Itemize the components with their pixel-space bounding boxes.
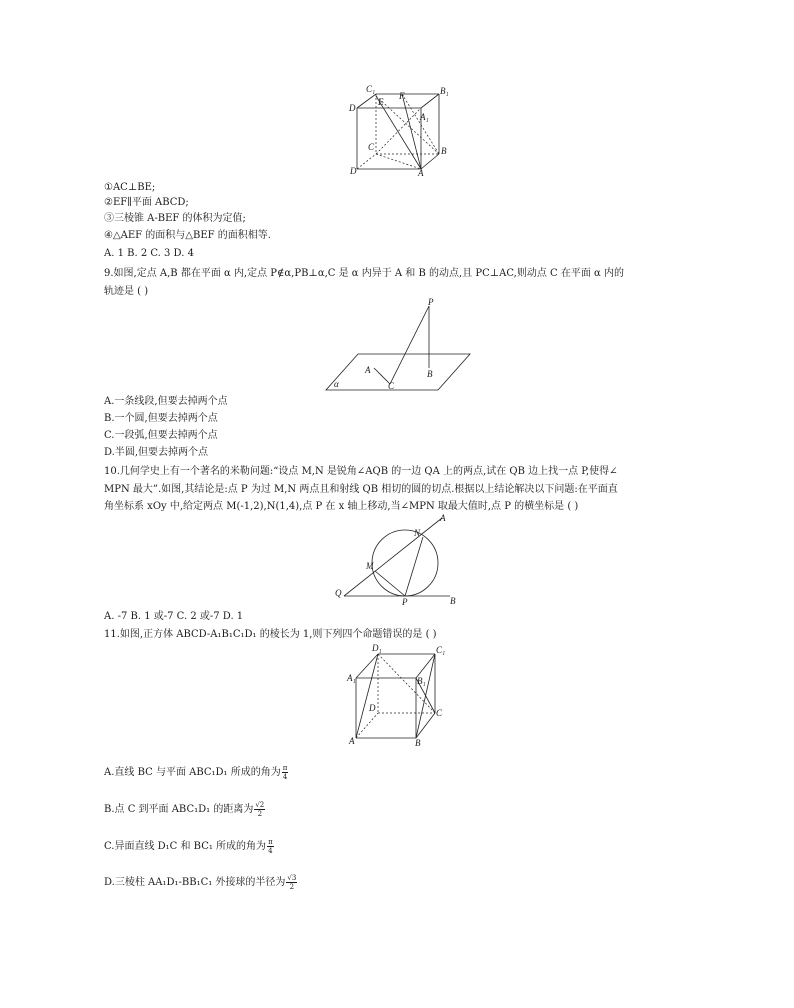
q11-option-a-text: A.直线 BC 与平面 ABC₁D₁ 所成的角为: [104, 767, 281, 778]
q11-cube-figure: [344, 640, 452, 752]
q9-option-c: C.一段弧,但要去掉两个点: [104, 430, 218, 441]
q9-option-d: D.半圆,但要去掉两个点: [104, 447, 209, 458]
q11-label-a: A: [349, 736, 355, 746]
q9-plane-svg: [322, 298, 472, 394]
q10-label-b: B: [450, 596, 456, 606]
q8-label-d: D: [350, 166, 357, 176]
q9-label-b: B: [427, 369, 433, 379]
q9-option-a: A.一条线段,但要去掉两个点: [104, 396, 228, 407]
q11-option-d-denominator: 2: [289, 883, 295, 891]
q11-option-c-fraction: [267, 838, 274, 855]
q10-label-a: A: [440, 513, 446, 523]
q8-cube-svg: [340, 82, 452, 180]
q10-miller-svg: [332, 512, 462, 606]
q8-label-c: C: [368, 142, 375, 152]
q8-statement-1: ①AC⊥BE;: [104, 182, 156, 193]
q11-label-c: C: [436, 708, 443, 718]
q11-option-d: [104, 874, 297, 891]
q10-stem-line-2: MPN 最大”.如图,其结论是:点 P 为过 M,N 两点且和射线 QB 相切的圆的切点.根据以上结论解决以下问题:在平面直: [104, 484, 618, 495]
q11-option-c: [104, 838, 274, 855]
q9-plane-figure: [322, 298, 472, 394]
q11-option-d-fraction: [286, 874, 297, 891]
q11-option-a-numerator: π: [282, 764, 288, 772]
q10-label-m: M: [366, 561, 374, 571]
q11-stem: 11.如图,正方体 ABCD-A₁B₁C₁D₁ 的棱长为 1,则下列四个命题错误的是 ( ): [104, 629, 437, 640]
q10-options: A. -7 B. 1 或-7 C. 2 或-7 D. 1: [104, 611, 244, 622]
q11-label-d1: D₁: [372, 643, 382, 653]
q10-stem-line-3: 角坐标系 xOy 中,给定两点 M(-1,2),N(1,4),点 P 在 x 轴上移动,当∠MPN 取最大值时,点 P 的横坐标是 ( ): [104, 501, 579, 512]
q8-label-e: E: [378, 97, 384, 107]
q9-label-alpha: α: [334, 379, 339, 389]
q8-label-f: F: [399, 91, 405, 101]
q8-label-a: A: [418, 168, 424, 178]
q8-label-a1: A₁: [420, 112, 429, 122]
q11-option-c-text: C.异面直线 D₁C 和 BC₁ 所成的角为: [104, 841, 267, 852]
q11-option-b-denominator: 2: [257, 810, 263, 818]
q11-option-a-fraction: [282, 764, 289, 781]
q11-option-d-text: D.三棱柱 AA₁D₁-BB₁C₁ 外接球的半径为: [104, 877, 286, 888]
q11-option-c-numerator: π: [268, 838, 273, 846]
q11-option-a-denominator: 4: [282, 773, 288, 781]
q8-label-b1: B₁: [440, 86, 449, 96]
q8-cube-figure: [340, 82, 452, 180]
q11-label-b1: B₁: [417, 676, 426, 686]
q8-options: A. 1 B. 2 C. 3 D. 4: [104, 248, 194, 259]
q11-option-d-numerator: √3: [287, 874, 297, 882]
q11-option-b-fraction: [254, 801, 265, 818]
q9-label-p: P: [428, 298, 434, 307]
q10-label-p: P: [402, 597, 408, 606]
q9-stem-line-2: 轨迹是 ( ): [104, 286, 149, 297]
q8-statement-2: ②EF∥平面 ABCD;: [104, 197, 189, 208]
q11-option-b: [104, 801, 265, 818]
q10-label-n: N: [414, 528, 421, 538]
q10-label-q: Q: [335, 588, 342, 598]
q8-statement-4: ④△AEF 的面积与△BEF 的面积相等.: [104, 230, 271, 241]
q10-miller-figure: [332, 512, 462, 606]
q11-cube-svg: [344, 640, 452, 752]
q8-label-d-top: D: [349, 103, 356, 113]
q10-stem-line-1: 10.几何学史上有一个著名的米勒问题:“设点 M,N 是锐角∠AQB 的一边 QA 上的两点,试在 QB 边上找一点 P,使得∠: [104, 466, 618, 477]
q11-label-d: D: [369, 703, 376, 713]
q9-stem-line-1: 9.如图,定点 A,B 都在平面 α 内,定点 P∉α,PB⊥α,C 是 α 内异于 A 和 B 的动点,且 PC⊥AC,则动点 C 在平面 α 内的: [104, 268, 624, 279]
q11-option-b-numerator: √2: [255, 801, 265, 809]
q11-label-a1: A₁: [347, 673, 356, 683]
q11-option-a: [104, 764, 288, 781]
q9-label-c: C: [388, 381, 395, 391]
q8-statement-3: ③三棱锥 A-BEF 的体积为定值;: [104, 213, 246, 224]
q8-label-b: B: [441, 146, 447, 156]
q11-option-c-denominator: 4: [268, 847, 273, 855]
q9-option-b: B.一个圆,但要去掉两个点: [104, 413, 218, 424]
q11-label-c1: C₁: [436, 645, 446, 655]
q9-label-a: A: [365, 365, 371, 375]
q8-label-c1: C₁: [366, 84, 376, 94]
q11-label-b: B: [415, 738, 421, 748]
q11-option-b-text: B.点 C 到平面 ABC₁D₁ 的距离为: [104, 804, 254, 815]
